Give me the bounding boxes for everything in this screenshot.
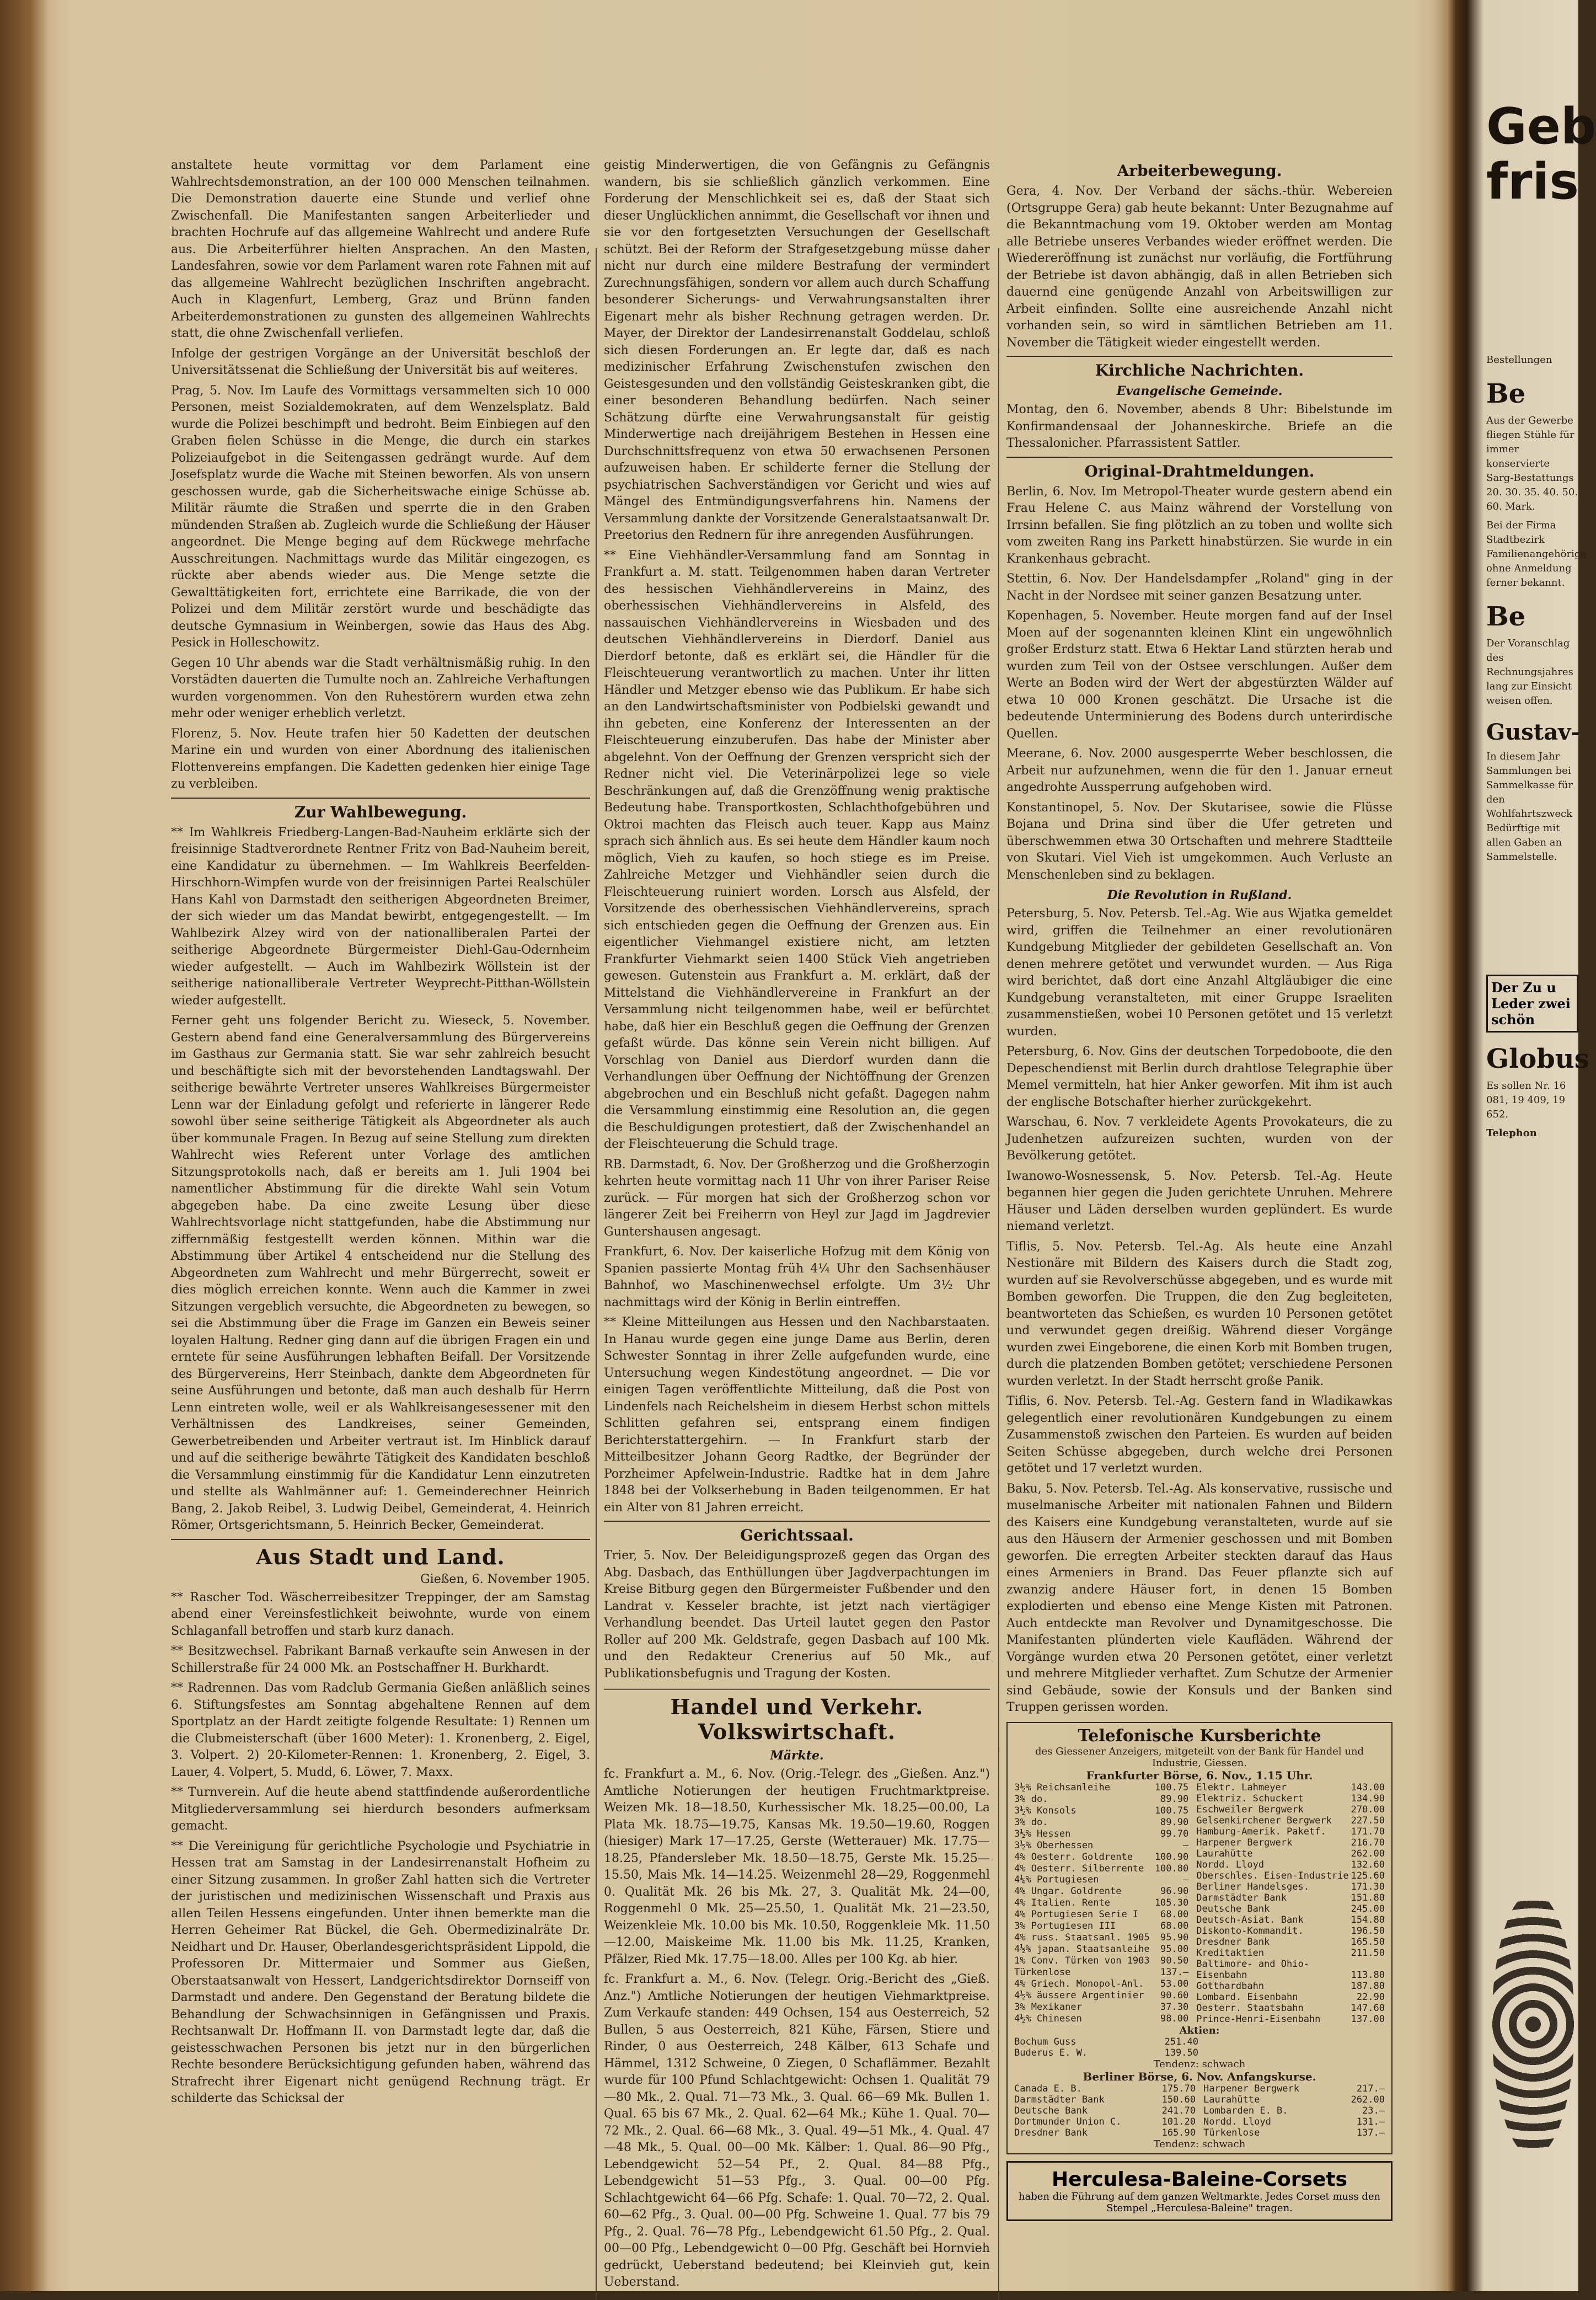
- divider: [1006, 356, 1393, 357]
- quote-row: [1013, 1805, 1190, 1816]
- article-vienna-demo: anstaltete heute vormittag vor dem Parlament eine Wahlrechtsdemonstration, an der 100 000 Menschen teilnahmen. Die Demonstration dauerte eine Stunde und verlief ohne Zwischenfall. Die Manifestanten sangen Arbeiterlieder und brachten Hochrufe auf das allgemeine Wahlrecht und andere Rufe aus. Die Arbeiterführer hielten Ansprachen. An den Masten, Landesfahren, sowie vor dem Parlament waren rote Fahnen mit auf das allgemeine Wahlrecht bezüglichen Inschriften angebracht. Auch in Klagenfurt, Lemberg, Graz und Brünn fanden Arbeiterdemonstrationen zu gunsten des allgemeinen Wahlrechts statt, die ohne Zwischenfall verliefen.: [171, 158, 590, 340]
- article-prague-evening: Gegen 10 Uhr abends war die Stadt verhältnismäßig ruhig. In den Vorstädten dauerten die Tumulte noch an. Zahlreiche Verhaftungen wurden vorgenommen. Von den Ruhestörern wurden etwa zehn mehr oder weniger erheblich verletzt.: [171, 656, 590, 720]
- quote-row: [1013, 1874, 1190, 1886]
- quote-row: [1013, 1932, 1190, 1944]
- article-tiflis-2: Tiflis, 6. Nov. Petersb. Tel.-Ag. Gestern fand in Wladikawkas gelegentlich einer revolutionären Kundgebungen zu einem Zusammenstoß zwischen den Parteien. Es wurden auf beiden Seiten Schüsse abgegeben, durch welche drei Personen getötet und 17 verletzt wurden.: [1006, 1394, 1393, 1475]
- quotes-frankfurt: [1013, 1782, 1386, 2025]
- quote-row: [1195, 1903, 1386, 1914]
- quote-security: Türkenlose: [1203, 2127, 1260, 2138]
- quote-security: Elektr. Lahmeyer: [1196, 1782, 1287, 1793]
- subheading-revolution: Die Revolution in Rußland.: [1107, 888, 1292, 902]
- quote-row: [1195, 1782, 1386, 1793]
- quote-security: 4½% äussere Argentinier: [1014, 1989, 1144, 2001]
- quote-value: 139.50: [1164, 2047, 1198, 2058]
- quote-value: 165.90: [1161, 2127, 1196, 2138]
- quote-value: 22.90: [1356, 1991, 1385, 2003]
- quote-security: 3% do.: [1014, 1793, 1048, 1805]
- quote-value: 90.50: [1160, 1955, 1189, 1967]
- article-konstantinopel: Konstantinopel, 5. Nov. Der Skutarisee, sowie die Flüsse Bojana und Drina sind über die Ufer getreten und überschwemmen etwa 30 Ortschaften und mehrere Stadtteile von Skutari. Viel Vieh ist umgekommen. Auch Verluste an Menschenleben sind zu beklagen.: [1006, 800, 1393, 882]
- quote-row: [1013, 1863, 1190, 1874]
- quote-value: 37.30: [1160, 2001, 1189, 2013]
- article-petersburg-2: Petersburg, 6. Nov. Gins der deutschen Torpedoboote, die den Depeschendienst mit Berlin durch drahtlose Telegraphie über Memel vermitteln, hat hier Anker geworfen. Mit ihm ist auch der englische Botschafter hierher zurückgekehrt.: [1006, 1045, 1393, 1109]
- column-separator: [998, 248, 999, 2300]
- quote-value: 262.00: [1351, 2094, 1385, 2105]
- snippet-1: Bestellungen: [1486, 354, 1552, 366]
- quotes-aktien-table: [1013, 2036, 1199, 2058]
- quote-security: Gotthardbahn: [1196, 1980, 1265, 1992]
- quote-row: [1013, 2127, 1197, 2138]
- quote-row: [1202, 2116, 1386, 2127]
- divider: [604, 1688, 990, 1690]
- quote-security: Harpener Bergwerk: [1196, 1837, 1293, 1848]
- quote-row: [1013, 1839, 1190, 1851]
- quote-security: Hamburg-Amerik. Paketf.: [1196, 1826, 1326, 1837]
- quote-value: 134.90: [1351, 1793, 1385, 1804]
- quote-row: [1202, 2105, 1386, 2116]
- quote-row: [1195, 2014, 1386, 2025]
- snippet-4: Der Voranschlag des Rechnungsjahres lang zur Einsicht weisen offen.: [1486, 638, 1573, 707]
- quote-value: 154.80: [1351, 1914, 1385, 1925]
- article-warschau: Warschau, 6. Nov. 7 verkleidete Agents Provokateurs, die zu Judenhetzen aufzureizen suchten, wurden von der Bevölkerung getötet.: [1006, 1115, 1393, 1163]
- quote-security: Kreditaktien: [1196, 1947, 1265, 1959]
- quote-security: Bochum Guss: [1014, 2036, 1077, 2047]
- quote-value: 143.00: [1351, 1782, 1385, 1793]
- quote-value: 187.80: [1351, 1980, 1385, 1992]
- article-psychiatrie-cont: geistig Minderwertigen, die von Gefängnis zu Gefängnis wandern, bis sie schließlich gänzlich verkommen. Eine Forderung der Menschlichkeit sei es, daß der Staat sich dieser Unglücklichen annimmt, die Gesellschaft vor ihnen und sie vor den fortgesetzten Versuchungen der Gesellschaft schützt. Bei der Reform der Strafgesetzgebung müsse daher nicht nur durch eine mildere Bestrafung der vermindert Zurechnungsfähigen, sondern vor allem auch durch Schaffung besonderer Sicherungs- und Verwahrungsanstalten ihrer Eigenart mehr als bisher Rechnung getragen werden. Dr. Mayer, der Direktor der Landesirrenanstalt Goddelau, schloß sich diesen Forderungen an. Er legte dar, daß es nach medizinischer Erfahrung Zwischenstufen zwischen den Geistesgesunden und den vollständig Geisteskranken gibt, die einer besonderen Behandlung bedürfen. Nach seiner Schätzung dürfte eine Verwahrungsanstalt für geistig Minderwertige nach dreijährigem Bestehen in Hessen eine Durchschnittsfrequenz von etwa 50 erwachsenen Personen aufzuweisen haben. Er schilderte ferner die Stellung der psychiatrischen Sachverständigen vor Gericht und wies auf Mängel des Entmündigungsverfahrens hin. Namens der Versammlung dankte der Vorsitzende Generalstaatsanwalt Dr. Preetorius den Rednern für ihre anregenden Ausführungen.: [604, 158, 990, 542]
- snippet-5: In diesem Jahr Sammlungen bei Sammelkasse für den Wohlfahrtszweck Bedürftige mit allen Gaben an Sammelstelle.: [1486, 751, 1573, 863]
- quote-security: 4% Oesterr. Silberrente: [1014, 1863, 1144, 1874]
- quote-value: 227.50: [1351, 1815, 1385, 1826]
- quote-row: [1202, 2094, 1386, 2105]
- quote-security: 3% do.: [1014, 1816, 1048, 1828]
- article-petersburg-1: Petersburg, 5. Nov. Petersb. Tel.-Ag. Wie aus Wjatka gemeldet wird, griffen die Teilnehmer an einer revolutionären Kundgebung Mitglieder der gebildeten Gesellschaft an. Von denen mehrere getötet und verwundet wurden. — Aus Riga wird berichtet, daß dort eine Anzahl Altgläubiger die eine Kundgebung veranstalteten, mit einer Gruppe Israeliten zusammenstießen, wobei 10 Personen getötet und 15 verletzt wurden.: [1006, 907, 1393, 1039]
- quote-value: —: [1182, 1874, 1189, 1886]
- stock-quotes-box: [1006, 1722, 1393, 2154]
- quote-security: Gelsenkirchener Bergwerk: [1196, 1815, 1332, 1826]
- quote-security: Lombard. Eisenbahn: [1196, 1991, 1298, 2003]
- divider: [1006, 457, 1393, 458]
- quote-security: Buderus E. W.: [1014, 2047, 1088, 2058]
- quote-security: Nordd. Lloyd: [1203, 2116, 1271, 2127]
- quote-security: 3½% Hessen: [1014, 1828, 1071, 1839]
- quotes-berlin-right-table: [1202, 2083, 1386, 2138]
- snippet-2: Aus der Gewerbe fliegen Stühle für immer konservierte Sarg-Bestattungs 20. 30. 35. 40. 50. 60. Mark.: [1486, 415, 1578, 512]
- quote-row: [1195, 1925, 1386, 1937]
- snippet-6: Es sollen Nr. 16 081, 19 409, 19 652.: [1486, 1080, 1566, 1120]
- quote-value: 137.—: [1356, 2127, 1385, 2138]
- column-1: [171, 157, 590, 2275]
- adjacent-page-strip: [1486, 98, 1596, 2283]
- quote-value: 95.00: [1160, 1944, 1189, 1955]
- quote-value: 211.50: [1351, 1947, 1385, 1959]
- quote-value: 100.90: [1154, 1851, 1189, 1863]
- column-3: [1006, 157, 1393, 2275]
- quote-row: [1195, 1804, 1386, 1815]
- quote-security: 3% Portugiesen III: [1014, 1921, 1116, 1932]
- quote-value: 216.70: [1351, 1837, 1385, 1848]
- ad-title: Herculesa-Baleine-Corsets: [1052, 2168, 1347, 2191]
- quotes-berlin-heading: Berliner Börse, 6. Nov. Anfangskurse.: [1083, 2069, 1316, 2083]
- article-besitzwechsel: ** Besitzwechsel. Fabrikant Barnaß verkaufte sein Anwesen in der Schillerstraße für 24 000 Mk. an Postschaffner H. Burkhardt.: [171, 1644, 590, 1675]
- article-bibelstunde: Montag, den 6. November, abends 8 Uhr: Bibelstunde im Konfirmandensaal der Johanneskirche. Briefe an die Thessalonicher. Pfarrassistent Sattler.: [1006, 403, 1393, 450]
- article-viehmarkt: fc. Frankfurt a. M., 6. Nov. (Telegr. Orig.-Bericht des „Gieß. Anz.") Amtliche Notierungen der heutigen Viehmarktpreise. Zum Verkaufe standen: 449 Ochsen, 154 aus Oesterreich, 52 Bullen, 5 aus Oesterreich, 821 Kühe, Färsen, Stiere und Rinder, 0 aus Oesterreich, 248 Kälber, 613 Schafe und Hämmel, 1312 Schweine, 0 Ziegen, 0 Schaflämmer. Bezahlt wurde für 100 Pfund Schlachtgewicht: Ochsen 1. Qualität 79—80 Mk., 2. Qual. 71—73 Mk., 3. Qual. 66—69 Mk. Bullen 1. Qual. 65 bis 67 Mk., 2. Qual. 62—64 Mk.; Kühe 1. Qual. 70—72 Mk., 2. Qual. 66—68 Mk., 3. Qual. 49—51 Mk., 4. Qual. 47—48 Mk., 5. Qual. 00—00 Mk. Kälber: 1. Qual. 86—90 Pfg., Lebendgewicht 52—54 Pf., 2. Qual. 84—88 Pfg., Lebendgewicht 51—53 Pfg., 3. Qual. 00—00 Pfg. Schlachtgewicht 64—66 Pfg. Schafe: 1. Qual. 70—72, 2. Qual. 60—62 Pfg., 3. Qual. 00—00 Pfg. Schweine 1. Qual. 77 bis 79 Pfg., 2. Qual. 76—78 Pfg., Lebendgewicht 61.50 Pfg., 2. Qual. 00—00 Pfg., Lebendgewicht 0—00 Pfg. Geschäft bei Hornvieh gedrückt, Ueberstand bedeutend; bei Kleinvieh gut, kein Ueberstand.: [604, 1972, 990, 2289]
- quote-value: 100.75: [1154, 1782, 1189, 1793]
- snippet-3: Bei der Firma Stadtbezirk Familienangehörige ohne Anmeldung ferner bekannt.: [1486, 520, 1587, 589]
- quote-row: [1195, 2003, 1386, 2014]
- quote-value: 262.00: [1351, 1848, 1385, 1859]
- article-kopenhagen: Kopenhagen, 5. November. Heute morgen fand auf der Insel Moen auf der sogenannten kleinen Klint ein ungewöhnlich großer Erdsturz statt. Etwa 6 Hektar Land stürzten herab und wurden zum Teil von der Ostsee verschlungen. Außer dem Werte an Boden wird der Wert der abgestürzten Wälder auf etwa 10 000 Kronen geschätzt. Die Ursache ist die bedeutende Unterminierung des Bodens durch unterirdische Quellen.: [1006, 609, 1393, 741]
- quote-value: 23.—: [1362, 2105, 1385, 2116]
- quote-value: —: [1182, 1839, 1189, 1851]
- quote-security: 4½% japan. Staatsanleihe: [1014, 1944, 1150, 1955]
- decorative-spiral: [1492, 1892, 1574, 2157]
- section-heading-wahlbewegung: Zur Wahlbewegung.: [294, 803, 467, 821]
- article-psychiatrie: ** Die Vereinigung für gerichtliche Psychologie und Psychiatrie in Hessen trat am Samstag in der Landesirrenanstalt Hofheim zu einer Sitzung zusammen. In großer Zahl hatten sich die Vertreter der juristischen und medizinischen Wissenschaft und Praxis aus allen Teilen Hessens eingefunden. Unter ihnen bemerkte man die Herren Geheimer Rat Bückel, die Geh. Obermedizinalräte Dr. Neidhart und Dr. Hauser, Oberlandesgerichtspräsident Lippold, die Professoren Dr. Mittermaier und Sommer aus Gießen, Oberstaatsanwalt von Hessert, Landgerichtsdirektor Dornseiff von Darmstadt und andere. Den Gegenstand der Beratung bildete die Behandlung der Schwachsinnigen in Gefängnissen und Praxis. Rechtsanwalt Dr. Hoffmann II. von Darmstadt legte dar, daß die geistesschwachen Personen bis jetzt nur in den bürgerlichen Rechte besondere Berücksichtigung gefunden haben, während das Strafrecht ihrer Eigenart nicht genügend Rechnung trägt. Er schilderte das Schicksal der: [171, 1839, 590, 2105]
- quote-value: 165.50: [1351, 1936, 1385, 1948]
- quote-security: Deutsch-Asiat. Bank: [1196, 1914, 1304, 1925]
- quote-row: [1013, 1955, 1190, 1967]
- quote-value: 137.00: [1351, 2013, 1385, 2025]
- quote-row: [1195, 1793, 1386, 1804]
- quote-security: 4% Oesterr. Goldrente: [1014, 1851, 1133, 1863]
- quote-security: Prince-Henri-Eisenbahn: [1196, 2013, 1321, 2025]
- quote-value: 95.90: [1160, 1932, 1189, 1944]
- quote-row: [1013, 1886, 1190, 1897]
- article-meerane: Meerane, 6. Nov. 2000 ausgesperrte Weber beschlossen, die Arbeit nur aufzunehmen, wenn die für den 1. Januar erneut angedrohte Aussperrung aufgehoben wird.: [1006, 747, 1393, 794]
- quote-row: [1195, 1848, 1386, 1859]
- quote-row: [1195, 1959, 1386, 1970]
- section-heading-gerichtssaal: Gerichtssaal.: [740, 1526, 854, 1544]
- ad-word-2: fris: [1486, 153, 1579, 211]
- quote-security: Darmstädter Bank: [1196, 1892, 1287, 1903]
- quote-row: [1013, 1921, 1190, 1932]
- subheading-maerkte: Märkte.: [770, 1748, 824, 1763]
- quote-security: 4¼% Portugiesen: [1014, 1874, 1099, 1886]
- quote-row: [1195, 1992, 1386, 2003]
- quote-value: 245.00: [1351, 1903, 1385, 1914]
- article-radrennen: ** Radrennen. Das vom Radclub Germania Gießen anläßlich seines 6. Stiftungsfestes am Sonntag abgehaltene Rennen auf dem Sportplatz an der Hardt zeitigte folgende Resultate: 1) Rennen um die Clubmeisterschaft (über 1600 Meter): 1. Kronenberg, 2. Eigel, 3. Volpert. 2) 20-Kilometer-Rennen: 1. Kronenberg, 2. Eigel, 3. Lauer, 4. Volpert, 5. Mudd, 6. Löwer, 7. Maxx.: [171, 1681, 590, 1779]
- quote-security: Laurahütte: [1203, 2094, 1260, 2105]
- quote-security: Harpener Bergwerk: [1203, 2083, 1299, 2094]
- quote-security: Baltimore- and Ohio-: [1196, 1958, 1309, 1970]
- quote-security: 4% russ. Staatsanl. 1905: [1014, 1932, 1150, 1944]
- ad-box: Der Zu u Leder zwei schön: [1486, 975, 1578, 1033]
- quote-security: Dortmunder Union C.: [1014, 2116, 1122, 2127]
- quote-row: [1195, 1859, 1386, 1870]
- quote-security: Canada E. B.: [1014, 2083, 1082, 2094]
- article-trier: Trier, 5. Nov. Der Beleidigungsprozeß gegen das Organ des Abg. Dasbach, das Enthüllungen über Jagdverpachtungen im Kreise Bitburg gegen den Bürgermeister Fußbender und den Landrat v. Kesseler brachte, ist jetzt nach viertägiger Verhandlung beendet. Das Urteil lautet gegen den Pastor Roller auf 200 Mk. Geldstrafe, gegen Dasbach auf 100 Mk. und den Redakteur Crenerius auf 50 Mk., auf Publikationsbefugnis und Tragung der Kosten.: [604, 1549, 990, 1681]
- article-tiflis-1: Tiflis, 5. Nov. Petersb. Tel.-Ag. Als heute eine Anzahl Nestionäre mit Bildern des Kaisers durch die Stadt zog, wurden auf sie Revolverschüsse abgegeben, und es wurde mit Bomben geworfen. Die Truppen, die den Zug begleiteten, beantworteten das Schießen, es wurden 10 Personen getötet und verwundet gegen dreißig. Während dieser Vorgänge wurden zwei Eingeborene, die einen Korb mit Bomben trugen, durch die platzenden Bomben getötet; verschiedene Personen wurden verletzt. In der Stadt herrscht große Panik.: [1006, 1239, 1393, 1388]
- quote-security: 3½% Oberhessen: [1014, 1839, 1094, 1851]
- quote-row: [1195, 1981, 1386, 1992]
- quote-row: [1195, 1881, 1386, 1892]
- quote-security: Diskonto-Kommandit.: [1196, 1925, 1304, 1937]
- article-wieseck: Ferner geht uns folgender Bericht zu. Wieseck, 5. November. Gestern abend fand eine Generalversammlung des Bürgervereins im Gasthaus zur Germania statt. Sie war sehr zahlreich besucht und beschäftigte sich mit der bevorstehenden Landtagswahl. Der seitherige bewährte Vertreter unseres Wahlkreises Bürgermeister Lenn war der Einladung gefolgt und referierte in längerer Rede sowohl über seine seitherige Tätigkeit als Abgeordneter als auch über kommunale Fragen. In Bezug auf seine Stellung zum direkten Wahlrecht wies Referent unter Vorlage des amtlichen Sitzungsprotokolls nach, daß er bereits am 1. Juli 1904 bei namentlicher Abstimmung für die direkte Wahl sein Votum abgegeben habe. Da eine zweite Lesung über diese Wahlrechtsvorlage nicht stattgefunden, habe die Abstimmung nur ziffernmäßig festgestellt werden können. Mithin war die Abstimmung über Artikel 4 entscheidend nur die Stellung des Abgeordneten zum Wahlrecht und mehr Bürgerrecht, soweit er dies möglich erreichen konnte. Wenn auch die Kammer in zwei Sitzungen vergeblich versuchte, die Abgeordneten zu bewegen, so sei die Abstimmung über die Frage im Ganzen ein Beweis seiner loyalen Haltung. Redner ging dann auf die übrigen Fragen ein und erntete für seine Ausführungen lebhaften Beifall. Der Vorsitzende des Bürgervereins, Herr Steinbach, dankte dem Abgeordneten für seine Ausführungen und betonte, daß man auch deshalb für Herrn Lenn eintreten wolle, weil er als Wahlkreisangesessener mit den Verhältnissen des Landkreises, seiner Gemeinden, Gewerbetreibenden und Arbeiter vertraut ist. Im Hinblick darauf und auf die seitherige bewährte Tätigkeit des Kandidaten beschloß die Versammlung einstimmig für die Kandidatur Lenn einzutreten und stellte als Wahlmänner auf: 1. Gemeinderechner Heinrich Bang, 2. Jakob Reibel, 3. Ludwig Deibel, Gemeinderat, 4. Heinrich Römer, Ortsgerichtsmann, 5. Heinrich Becker, Gemeinderat.: [171, 1014, 590, 1532]
- article-wahlkreis: ** Im Wahlkreis Friedberg-Langen-Bad-Nauheim erklärte sich der freisinnige Stadtverordnete Rentner Fritz von Bad-Nauheim bereit, eine Kandidatur zu übernehmen. — Im Wahlkreis Beerfelden-Hirschhorn-Wimpfen wurde von der freisinnigen Partei Realschüler Hans Kahl von Darmstadt den seitherigen Abgeordneten Breimer, der sich wieder um das Mandat bewirbt, entgegengestellt. — Im Wahlbezirk Alzey wird von der nationalliberalen Partei der seitherige Abgeordnete Bürgermeister Diehl-Gau-Odernheim wieder aufgestellt. — Auch im Wahlbezirk Wöllstein ist der seitherige nationalliberale Vertreter Weyprecht-Pitthan-Wöllstein wieder aufgestellt.: [171, 825, 590, 1008]
- quote-security: 4% Griech. Monopol-Anl.: [1014, 1978, 1144, 1989]
- ad-word-4: Be: [1486, 601, 1526, 632]
- quotes-left-table: [1013, 1782, 1190, 2025]
- quote-row: [1013, 1816, 1190, 1828]
- quote-value: 113.80: [1351, 1969, 1385, 1981]
- article-viehhaendler: ** Eine Viehhändler-Versammlung fand am Sonntag in Frankfurt a. M. statt. Teilgenommen haben daran Vertreter des hessischen Viehhändlervereins in Mainz, des oberhessischen Viehhändlervereins in Alsfeld, des nassauischen Viehhändlervereins in Wiesbaden und des deutschen Viehhändlervereins in Dierdorf. Daniel aus Dierdorf betonte, daß es erklärt sei, die Händler für die Fleischteuerung verantwortlich zu machen. Unter ihr litten Händler und Metzger ebenso wie das Publikum. Er habe sich an den Landwirtschaftsminister von Podbielski gewandt und ihn gebeten, eine Konferenz der Interessenten an der Fleischteuerung einzuberufen. Das habe der Minister aber abgelehnt. Von der Oeffnung der Grenzen verspricht sich der Redner nicht viel. Die Veterinärpolizei lege so viele Beschränkungen auf, daß die Grenzöffnung wenig praktische Bedeutung habe. Transportkosten, Schlachthofgebühren und Oktroi machten das Fleisch auch teuer. Kapp aus Mainz sprach sich ähnlich aus. Es sei heute dem Händler kaum noch möglich, Vieh zu kaufen, so hoch stiege es im Preise. Zahlreiche Metzger und Viehhändler seien durch die Fleischteuerung ruiniert worden. Lorsch aus Alsfeld, der Vorsitzende des oberhessischen Viehhändlervereins, sprach sich entschieden gegen die Oeffnung der Grenzen aus. Ein eigentlicher Viehmangel existiere nicht, am letzten Frankfurter Viehmarkt seien 1400 Stück Vieh angetrieben gewesen. Gutenstein aus Frankfurt a. M. erklärt, daß der Mittelstand die Viehhändlervereine in Frankfurt an der Versammlung nicht teilgenommen habe, weil er befürchtet habe, daß hier ein Beschluß gegen die Oeffnung der Grenzen gefaßt würde. Das könne sein Verein nicht billigen. Auf Vorschlag von Daniel aus Dierdorf wurden dann die Verhandlungen über Oeffnung der Nichtöffnung der Grenzen abgebrochen und ein Beschluß nicht gefaßt. Dagegen nahm die Versammlung einstimmig eine Resolution an, die gegen die Beschuldigungen protestiert, daß der Zwischenhandel an der Fleischteuerung die Schuld trage.: [604, 548, 990, 1151]
- newspaper-page: [72, 94, 1434, 2289]
- quote-row: [1013, 2083, 1197, 2094]
- section-heading-drahtmeldungen: Original-Drahtmeldungen.: [1084, 462, 1315, 480]
- quotes-berlin: [1013, 2083, 1386, 2138]
- quotes-tendency-1: Tendenz: schwach: [1153, 2058, 1246, 2070]
- quotes-aktien-label: Aktien:: [1179, 2024, 1220, 2036]
- quote-value: 100.80: [1154, 1863, 1189, 1874]
- divider: [604, 1521, 990, 1522]
- section-heading-kirchliche: Kirchliche Nachrichten.: [1095, 361, 1304, 379]
- quotes-tendency-2: Tendenz: schwach: [1153, 2138, 1246, 2150]
- quote-row: [1013, 1793, 1190, 1805]
- quote-row: [1195, 1914, 1386, 1925]
- quote-value: 125.60: [1351, 1870, 1385, 1881]
- quote-row: [1195, 1970, 1386, 1981]
- quote-security: 4% Italien. Rente: [1014, 1897, 1110, 1909]
- ad-subtitle: haben die Führung auf dem ganzen Weltmarkte. Jedes Corset muss den Stempel „Herculesa-Baleine" tragen.: [1018, 2190, 1381, 2214]
- quote-security: Nordd. Lloyd: [1196, 1859, 1265, 1870]
- corset-advertisement: [1006, 2161, 1393, 2221]
- quote-value: 105.30: [1154, 1897, 1189, 1909]
- quote-row: [1013, 2105, 1197, 2116]
- quote-row: [1013, 1967, 1190, 1978]
- article-kleine-mitteilungen: ** Kleine Mitteilungen aus Hessen und den Nachbarstaaten. In Hanau wurde gegen eine junge Dame aus Berlin, deren Schwester Sonntag in ihrer Zelle aufgefunden wurde, eine Untersuchung wegen Kindestötung angeordnet. — Die vor einigen Tagen veröffentlichte Mitteilung, daß die Post von Lindenfels nach Reichelsheim in diesem Herbst schon mittels Schlitten gefahren sei, entsprang einem findigen Berichterstattergehirn. — In Frankfurt starb der Mitteilbesitzer Johann Georg Radtke, der Begründer der Porzheimer Apfelwein-Industrie. Radtke hat in dem Jahre 1848 bei der Volkserhebung in Baden teilgenommen. Er hat ein Alter von 81 Jahren erreicht.: [604, 1315, 990, 1515]
- quote-value: 131.—: [1356, 2116, 1385, 2127]
- quote-value: 89.90: [1160, 1816, 1189, 1828]
- quote-security: Berliner Handelsges.: [1196, 1881, 1309, 1892]
- quotes-berlin-left-table: [1013, 2083, 1197, 2138]
- quote-value: 137.—: [1160, 1966, 1189, 1978]
- quote-row: [1013, 1909, 1190, 1921]
- quote-row: [1013, 1897, 1190, 1909]
- quote-value: 98.00: [1160, 2013, 1189, 2024]
- quote-row: [1195, 1837, 1386, 1848]
- quote-security: Lombarden E. B.: [1203, 2105, 1288, 2116]
- quote-row: [1013, 1782, 1190, 1794]
- quote-value: 196.50: [1351, 1925, 1385, 1937]
- divider: [171, 798, 590, 799]
- quote-value: 90.60: [1160, 1989, 1189, 2001]
- quote-value: 150.60: [1161, 2094, 1196, 2105]
- quote-value: 147.60: [1351, 2002, 1385, 2014]
- quote-row: [1195, 1826, 1386, 1837]
- article-frankfurt-hofzug: Frankfurt, 6. Nov. Der kaiserliche Hofzug mit dem König von Spanien passierte Montag früh 4¼ Uhr den Sachsenhäuser Bahnhof, wo Maschinenwechsel erfolgte. Um 3½ Uhr nachmittags wird der König in Berlin eintreffen.: [604, 1245, 990, 1309]
- quote-security: 4½% Chinesen: [1014, 2013, 1082, 2024]
- quote-row: [1195, 1948, 1386, 1959]
- quote-security: Darmstädter Bank: [1014, 2094, 1105, 2105]
- quote-row: [1195, 1892, 1386, 1903]
- article-iwanowo: Iwanowo-Wosnessensk, 5. Nov. Petersb. Tel.-Ag. Heute begannen hier gegen die Juden gerichtete Unruhen. Mehrere Häuser und Läden derselben wurden geplündert. Es wurde niemand verletzt.: [1006, 1169, 1393, 1233]
- quote-row: [1195, 1937, 1386, 1948]
- quote-row: [1013, 2047, 1199, 2058]
- quote-security: Deutsche Bank: [1196, 1903, 1270, 1914]
- quote-row: [1195, 1870, 1386, 1881]
- quote-row: [1013, 1944, 1190, 1955]
- quote-security: Laurahütte: [1196, 1848, 1253, 1859]
- quote-row: [1202, 2127, 1386, 2138]
- quote-row: [1013, 1978, 1190, 1989]
- quote-row: [1013, 2036, 1199, 2047]
- quote-value: 241.70: [1161, 2105, 1196, 2116]
- article-university: Infolge der gestrigen Vorgänge an der Universität beschloß der Universitätssenat die Schließung der Universität bis auf weiteres.: [171, 346, 590, 377]
- ad-word-3: Be: [1486, 378, 1526, 409]
- subheading-evangelische: Evangelische Gemeinde.: [1116, 384, 1283, 398]
- quote-security: 3½% Konsols: [1014, 1805, 1077, 1816]
- quote-security: Dresdner Bank: [1014, 2127, 1088, 2138]
- quote-security: Eschweiler Bergwerk: [1196, 1804, 1304, 1815]
- quote-security: Eisenbahn: [1196, 1969, 1247, 1981]
- quote-row: [1013, 2013, 1190, 2024]
- article-darmstadt: RB. Darmstadt, 6. Nov. Der Großherzog und die Großherzogin kehrten heute vormittag nach 11 Uhr von ihrer Pariser Reise zurück. — Für morgen hat sich der Großherzog schon vor längerer Zeit bei Freiherrn von Heyl zur Jagd im Jagdrevier Guntershausen angesagt.: [604, 1157, 990, 1239]
- quote-row: [1013, 1851, 1190, 1863]
- quote-security: Deutsche Bank: [1014, 2105, 1088, 2116]
- quote-value: 217.—: [1356, 2083, 1385, 2094]
- quote-value: 251.40: [1164, 2036, 1198, 2047]
- quote-value: 101.20: [1161, 2116, 1196, 2127]
- quote-value: 68.00: [1160, 1921, 1189, 1932]
- quote-security: Dresdner Bank: [1196, 1936, 1270, 1948]
- quote-security: 4% Ungar. Goldrente: [1014, 1886, 1122, 1897]
- ad-word-1: Geb: [1486, 98, 1596, 156]
- article-stettin: Stettin, 6. Nov. Der Handelsdampfer „Roland" ging in der Nacht in der Nordsee mit seiner ganzen Besatzung unter.: [1006, 572, 1393, 603]
- quote-value: 68.00: [1160, 1909, 1189, 1921]
- quote-security: 3½% Reichsanleihe: [1014, 1782, 1110, 1793]
- article-rascher-tod: ** Rascher Tod. Wäscherreibesitzer Treppinger, der am Samstag abend einer Vereinsfestlichkeit beiwohnte, wurde von einem Schlaganfall betroffen und starb kurz danach.: [171, 1590, 590, 1638]
- quotes-subtitle: des Giessener Anzeigers, mitgeteilt von der Bank für Handel und Industrie, Giessen.: [1035, 1745, 1364, 1769]
- quote-value: 175.70: [1161, 2083, 1196, 2094]
- column-separator: [596, 248, 597, 2300]
- quote-security: Oberschles. Eisen-Industrie: [1196, 1870, 1349, 1881]
- section-heading-stadt-land: Aus Stadt und Land.: [256, 1544, 505, 1569]
- quotes-title: Telefonische Kursberichte: [1078, 1726, 1321, 1746]
- quote-value: 99.70: [1160, 1828, 1189, 1839]
- quote-row: [1013, 2116, 1197, 2127]
- dateline: Gießen, 6. November 1905.: [420, 1572, 590, 1586]
- quotes-frankfurt-heading: Frankfurter Börse, 6. Nov., 1.15 Uhr.: [1086, 1768, 1313, 1782]
- quotes-right-table: [1195, 1782, 1386, 2025]
- article-turnverein: ** Turnverein. Auf die heute abend stattfindende außerordentliche Mitgliederversammlung sei hierdurch besonders aufmerksam gemacht.: [171, 1785, 590, 1833]
- ad-word-6: Globus: [1486, 1044, 1589, 1074]
- quote-security: Elektriz. Schuckert: [1196, 1793, 1304, 1804]
- quote-value: 96.90: [1160, 1886, 1189, 1897]
- column-2: [604, 157, 990, 2289]
- quote-value: 89.90: [1160, 1793, 1189, 1805]
- article-florence: Florenz, 5. Nov. Heute trafen hier 50 Kadetten der deutschen Marine ein und wurden von einer Abordnung des italienischen Flottenvereins empfangen. Die Kadetten gedenken hier einige Tage zu verbleiben.: [171, 726, 590, 791]
- quote-row: [1013, 2001, 1190, 2013]
- section-heading-arbeiterbewegung: Arbeiterbewegung.: [1117, 162, 1282, 180]
- quote-value: 270.00: [1351, 1804, 1385, 1815]
- quote-row: [1195, 1815, 1386, 1826]
- quote-security: Türkenlose: [1014, 1966, 1071, 1978]
- article-prague: Prag, 5. Nov. Im Laufe des Vormittags versammelten sich 10 000 Personen, meist Sozialdemokraten, auf dem Wenzelsplatz. Bald wurde die Polizei beschimpft und bedroht. Beim Einbiegen auf den Graben fielen Schüsse in die Menge, die durch ein starkes Polizeiaufgebot in die Seitengassen gedrängt wurde. Auf dem Josefsplatz wurde die Wache mit Steinen beworfen. Als von unsern geschossen wurde, gab die Sicherheitswache einige Schüsse ab. Militär räumte die Straßen und sperrte die in den Graben mündenden Straßen ab. Zugleich wurde die Schließung der Häuser angeordnet. Die Menge beging auf dem Rückwege mehrfache Ausschreitungen. Nachmittags wurde das Militär eingezogen, es rückte aber abends wieder aus. Die Menge setzte die Gewalttätigkeiten fort, errichtete eine Barrikade, die von der Polizei und dem Militär zerstört wurde und beschädigte das deutsche Gymnasium in Weinbergen, sowie das Haus des Abg. Pesick in Holleschowitz.: [171, 383, 590, 650]
- quote-value: 100.75: [1154, 1805, 1189, 1816]
- quote-security: 3% Mexikaner: [1014, 2001, 1082, 2013]
- quote-security: 1% Conv. Türken von 1903: [1014, 1955, 1150, 1967]
- ad-word-5: Gustav-: [1486, 719, 1580, 745]
- quote-row: [1013, 1828, 1190, 1839]
- quote-value: [1350, 1959, 1386, 1970]
- article-gera: Gera, 4. Nov. Der Verband der sächs.-thür. Webereien (Ortsgruppe Gera) gab heute bekannt: Unter Bezugnahme auf die Bekanntmachung vom 19. Oktober werden am Montag alle Betriebe unseres Verbandes wieder eröffnet werden. Die Wiedereröffnung ist zunächst nur vorläufig, die Fortführung der Betriebe ist davon abhängig, daß in allen Betrieben sich dauernd eine genügende Anzahl von Arbeitswilligen zur Arbeit einfinden. Sollte eine ausreichende Anzahl nicht vorhanden sein, so wird in sämtlichen Betrieben am 11. November die Tätigkeit wieder eingestellt werden.: [1006, 184, 1393, 350]
- quote-value: 171.30: [1351, 1881, 1385, 1892]
- quote-value: 132.60: [1351, 1859, 1385, 1870]
- quote-security: 4% Portugiesen Serie I: [1014, 1909, 1139, 1921]
- article-berlin: Berlin, 6. Nov. Im Metropol-Theater wurde gestern abend ein Frau Helene C. aus Mainz während der Vorstellung von Irrsinn befallen. Sie fing plötzlich an zu toben und wollte sich vom zweiten Rang ins Parkett hinabstürzen. Sie wurde in ein Krankenhaus gebracht.: [1006, 484, 1393, 566]
- section-heading-handel: Handel und Verkehr. Volkswirtschaft.: [670, 1694, 924, 1744]
- snippet-7: Telephon: [1486, 1127, 1537, 1139]
- quote-value: 151.80: [1351, 1892, 1385, 1903]
- quote-security: Oesterr. Staatsbahn: [1196, 2002, 1304, 2014]
- divider: [171, 1539, 590, 1540]
- quote-value: 171.70: [1351, 1826, 1385, 1837]
- article-fruchtmarkt: fc. Frankfurt a. M., 6. Nov. (Orig.-Telegr. des „Gießen. Anz.") Amtliche Notierungen der heutigen Fruchtmarktpreise. Weizen Mk. 18—18.50, Kurhessischer Mk. 18.25—00.00, La Plata Mk. 18.75—19.75, Kansas Mk. 19.50—19.60, Roggen (hiesiger) Mark 17—17.25, Gerste (Wetterauer) Mk. 17.75—18.25, Pfandersleber Mk. 18.50—18.75, Gerste Mk. 15.25—15.50, Mais Mk. 14—14.25. Weizenmehl 28—29, Roggenmehl 0. Qualität Mk. 26 bis Mk. 27, 3. Qualität Mk. 24—00, Roggenmehl 0 Mk. 25—25.50, 1. Qualität Mk. 21—23.50, Weizenkleie Mk. 10.00 bis Mk. 10.50, Roggenkleie Mk. 11.50—12.00, Maiskeime Mk. 11.00 bis Mk. 11.25, Kranken, Pfälzer, Ried Mk. 17.75—18.00. Alles per 100 Kg. ab hier.: [604, 1767, 990, 1966]
- quote-row: [1202, 2083, 1386, 2094]
- quote-value: 53.00: [1160, 1978, 1189, 1989]
- quote-row: [1013, 2094, 1197, 2105]
- quote-row: [1013, 1989, 1190, 2001]
- article-baku: Baku, 5. Nov. Petersb. Tel.-Ag. Als konservative, russische und muselmanische Arbeiter mit nationalen Fahnen und Bildern des Kaisers eine Kundgebung veranstalteten, wurde auf sie aus den Häusern der Armenier geschossen und mit Bomben geworfen. Die erregten Arbeiter steckten darauf das Haus eines Armeniers in Brand. Das Feuer pflanzte sich auf zwanzig andere Häuser fort, in denen 15 Bomben explodierten und ebenso eine Menge Kisten mit Patronen. Auch entdeckte man Revolver und Dynamitgeschosse. Die Manifestanten plünderten viele Kaufläden. Während der Vorgänge wurden etwa 20 Personen getötet, einer verletzt und mehrere Mitglieder verhaftet. Zum Schutze der Armenier sind Gebäude, sowie der Konsuls und der Banken sind Truppen gerissen worden.: [1006, 1481, 1393, 1714]
